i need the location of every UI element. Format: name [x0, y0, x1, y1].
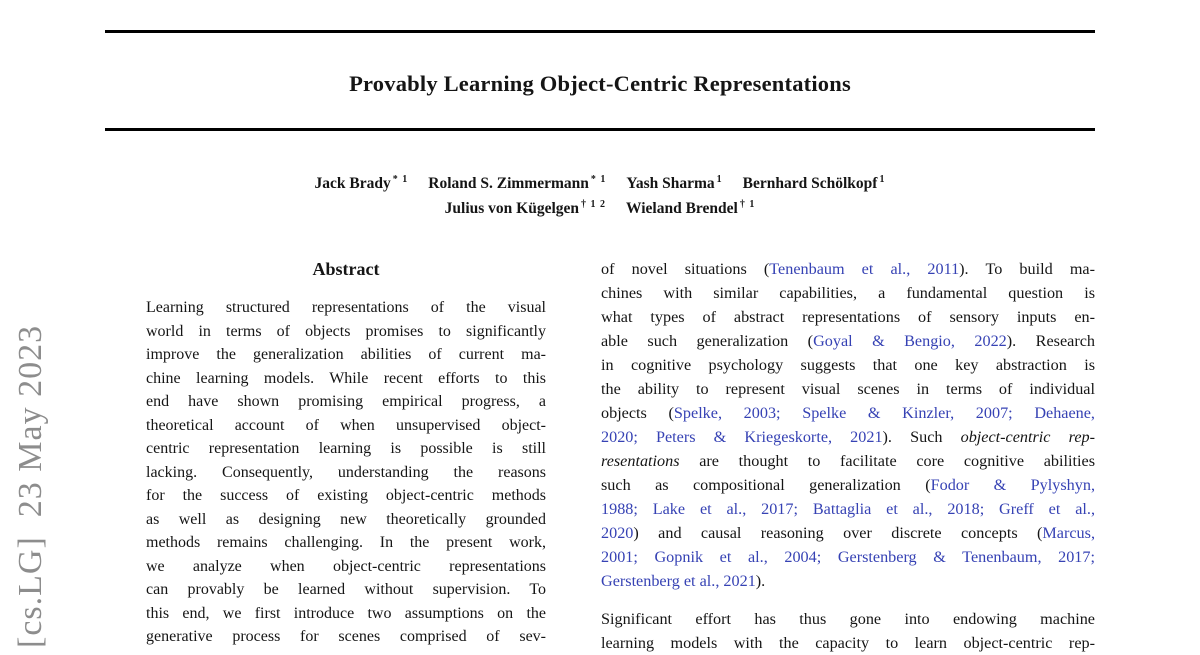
text-line — [146, 555, 546, 579]
paragraph — [601, 257, 1095, 593]
text-line — [601, 329, 1095, 353]
body-text: ) and causal reasoning over discrete concepts ( — [633, 524, 1043, 542]
text-line — [601, 569, 1095, 593]
citation-link[interactable]: 1988; Lake et al., 2017; Battaglia et al., 2018; Greff et al., — [601, 500, 1095, 518]
author-line — [0, 167, 1200, 192]
body-text: for the success of existing object-centric methods — [146, 487, 546, 504]
text-line — [601, 353, 1095, 377]
introduction-text — [601, 257, 1095, 655]
text-line — [601, 497, 1095, 521]
body-text: as well as designing new theoretically grounded — [146, 510, 546, 528]
abstract-heading: Abstract — [312, 259, 380, 279]
body-text: ). Research — [1006, 332, 1095, 350]
body-text: we analyze when object-centric representations — [146, 557, 546, 575]
arxiv-stamp: [cs.LG] 23 May 2023 — [12, 324, 49, 648]
body-text: this end, we first introduce two assumptions on the — [146, 604, 546, 622]
body-text: chine learning models. While recent efforts to this — [146, 369, 546, 387]
emphasis-text: resentations — [601, 452, 680, 470]
text-line — [601, 401, 1095, 425]
text-line — [146, 508, 546, 532]
text-line — [601, 473, 1095, 497]
text-line — [146, 484, 546, 508]
text-line — [601, 257, 1095, 281]
text-line — [146, 602, 546, 626]
title-rule-top — [105, 30, 1095, 33]
paper-title: Provably Learning Object-Centric Representations — [349, 71, 851, 96]
text-line — [146, 625, 546, 649]
body-text: in cognitive psychology suggests that one key abstraction is — [601, 356, 1095, 374]
author-block — [0, 167, 1200, 217]
text-line — [601, 305, 1095, 329]
author-name: Jack Brady $^{* 1}$ — [314, 174, 409, 193]
author-name: Julius von Kügelgen $^{\dagger 1 2}$ — [444, 199, 607, 218]
body-text: ). To build ma- — [959, 260, 1095, 278]
text-line — [601, 425, 1095, 449]
emphasis-text: object-centric rep- — [960, 428, 1095, 446]
text-line — [146, 367, 546, 391]
author-affiliation-marker: 1 — [879, 174, 886, 185]
author-line — [0, 192, 1200, 217]
citation-link[interactable]: 2020; Peters & Kriegeskorte, 2021 — [601, 428, 883, 446]
body-text: generative process for scenes comprised of sev- — [146, 628, 546, 645]
citation-link[interactable]: Gerstenberg et al., 2021 — [601, 572, 756, 590]
citation-link[interactable]: Fodor & Pylyshyn, — [930, 476, 1095, 494]
text-line — [601, 377, 1095, 401]
text-line — [146, 296, 546, 320]
citation-link[interactable]: 2001; Gopnik et al., 2004; Gerstenberg & Tenenbaum, 2017; — [601, 548, 1095, 566]
body-text: able such generalization ( — [601, 332, 814, 350]
text-line — [146, 437, 546, 461]
body-text: are thought to facilitate core cognitive abilities — [679, 452, 1095, 470]
body-text: can provably be learned without supervision. To — [146, 581, 546, 598]
text-line — [601, 607, 1095, 631]
citation-link[interactable]: Goyal & Bengio, 2022 — [813, 332, 1007, 350]
citation-link[interactable]: Spelke, 2003; Spelke & Kinzler, 2007; Dehaene, — [673, 404, 1095, 422]
author-affiliation-marker: 1 — [716, 174, 723, 185]
text-line — [601, 545, 1095, 569]
text-line — [146, 414, 546, 438]
text-line — [146, 578, 546, 602]
abstract-text — [146, 296, 546, 649]
author-affiliation-marker: * 1 — [590, 174, 607, 185]
author-name: Yash Sharma $^1$ — [626, 174, 723, 193]
text-line — [146, 320, 546, 344]
title-rule-bottom — [105, 128, 1095, 131]
body-text: theoretical account of when unsupervised object- — [146, 416, 546, 434]
citation-link[interactable]: 2020 — [601, 524, 634, 542]
text-line — [146, 343, 546, 367]
body-text: Learning structured representations of the visual — [146, 299, 546, 316]
text-line — [146, 531, 546, 555]
body-text: improve the generalization abilities of current ma- — [146, 346, 546, 363]
citation-link[interactable]: Tenenbaum et al., 2011 — [769, 260, 960, 278]
text-line — [601, 449, 1095, 473]
body-text: chines with similar capabilities, a fundamental question is — [601, 284, 1095, 302]
text-line — [146, 461, 546, 485]
author-name: Wieland Brendel $^{\dagger 1}$ — [626, 199, 756, 218]
body-text: methods remains challenging. In the present work, — [146, 534, 546, 551]
text-line — [146, 390, 546, 414]
body-text: Significant effort has thus gone into endowing machine — [601, 610, 1095, 628]
body-text: learning models with the capacity to learn object-centric rep- — [601, 634, 1095, 652]
author-affiliation-marker: † 1 2 — [581, 199, 607, 210]
author-name: Bernhard Schölkopf $^1$ — [742, 174, 886, 193]
body-text: ). Such — [882, 428, 961, 446]
body-text: lacking. Consequently, understanding the reasons — [146, 463, 546, 481]
body-text: the ability to represent visual scenes in terms of individual — [601, 380, 1095, 398]
body-text: world in terms of objects promises to significantly — [146, 322, 546, 340]
text-line — [601, 521, 1095, 545]
body-text: objects ( — [601, 404, 674, 422]
body-text: end have shown promising empirical progress, a — [146, 393, 546, 410]
author-name: Roland S. Zimmermann $^{* 1}$ — [428, 174, 607, 193]
body-text: what types of abstract representations of sensory inputs en- — [601, 308, 1095, 326]
citation-link[interactable]: Marcus, — [1042, 524, 1095, 542]
body-text: of novel situations ( — [601, 260, 770, 278]
body-text: such as compositional generalization ( — [601, 476, 931, 494]
body-text: centric representation learning is possible is still — [146, 440, 546, 457]
author-affiliation-marker: † 1 — [739, 199, 756, 210]
text-line — [601, 281, 1095, 305]
text-line — [601, 631, 1095, 655]
author-affiliation-marker: * 1 — [392, 174, 409, 185]
body-text: ). — [755, 572, 766, 590]
